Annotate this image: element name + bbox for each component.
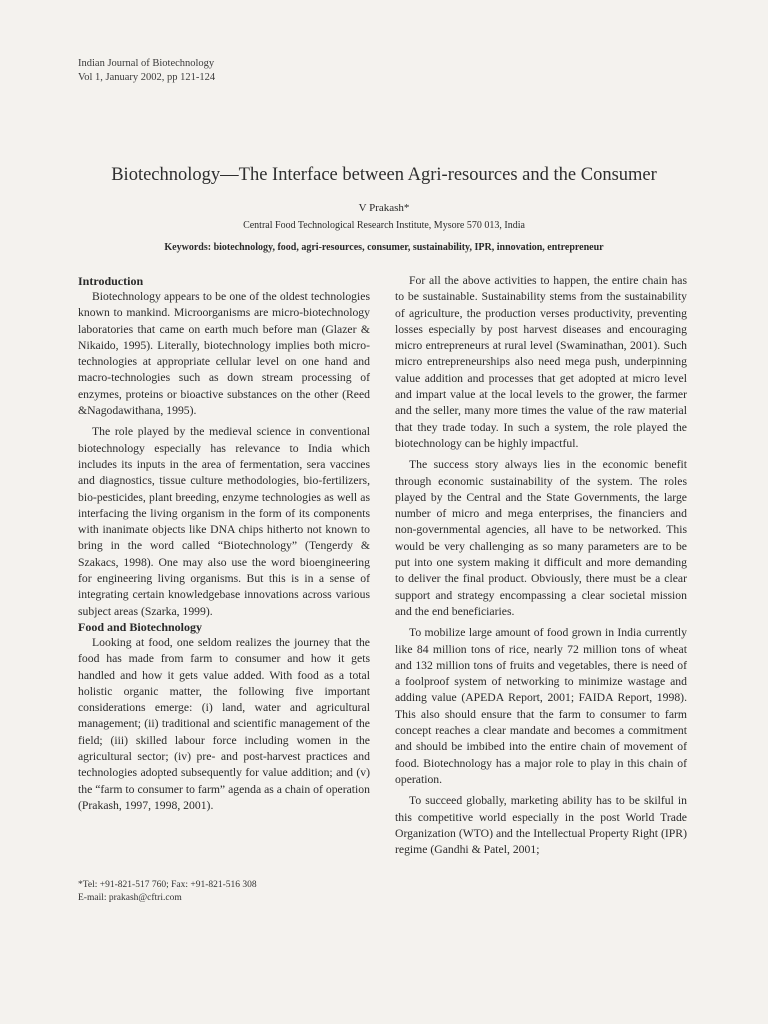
paragraph: Looking at food, one seldom realizes the journey that the food has made from farm to consumer and how it gets handled and how it gets value added. With food as a total holistic organic matter, the following five important considerations emerge: (i) land, water and agricultural management; (ii) traditional and scientific management of the field; (iii) skilled labour force including women in the agricultural sector; (iv) pre- and post-harvest practices and technologies adopted subsequently for value addition; and (v) the “farm to consumer to farm” agenda as a chain of operation (Prakash, 1997, 1998, 2001). [78, 635, 370, 812]
section-heading-food-biotechnology: Food and Biotechnology [78, 619, 203, 634]
journal-name: Indian Journal of Biotechnology [78, 58, 215, 69]
paragraph: To mobilize large amount of food grown in India currently like 84 million tons of rice, nearly 72 million tons of wheat and 132 million tons of fruits and vegetables, there is need of a foolproof system of networking to minimize wastage and adding value (APEDA Report, 2001; FAIDA Report, 1998). This also should ensure that the farm to consumer to farm concept reaches a clear mandate and becomes a commitment and should be imbibed into the entire chain of movement of food. Biotechnology has a major role to play in this chain of operation. [395, 626, 687, 786]
left-column [78, 274, 370, 814]
paragraph: For all the above activities to happen, the entire chain has to be sustainable. Sustainability stems from the sustainability of agriculture, the production verses productivity, preventing losses especially by post harvest diseases and encouraging micro entrepreneurs at rural level (Swaminathan, 2001). Such micro entrepreneurships also need mega push, underpinning value addition and processes that get adopted at micro level and impart value at the local levels to the grower, the farmer and the seller, many more times the value of the raw material that they trade today. In such a system, the role played the biotechnology can be highly impactful. [395, 274, 687, 450]
paragraph: The success story always lies in the economic benefit through economic sustainability of the system. The roles played by the Central and the State Governments, the large number of micro and mega enterprises, the financiers and non-governmental agencies, all have to be networked. This would be very challenging as so many parameters are to be put into one system making it difficult and more demanding to deliver the final product. Obviously, there must be a clear support and strategy encompassing a clear societal mission and the end beneficiaries. [395, 458, 687, 618]
footnote-email: E-mail: prakash@cftri.com [78, 893, 182, 903]
right-column [395, 273, 687, 858]
paragraph: The role played by the medieval science in conventional biotechnology especially has relevance to India which includes its inputs in the area of fermentation, sera vaccines and diagnostics, tissue culture methodologies, bio-fertilizers, bio-pesticides, plant breeding, enzyme technologies as well as interfacing the living organism in the form of its components with inanimate objects like DNA chips hitherto not known to bring in the word called “Biotechnology” (Tengerdy & Szakacs, 1998). One may also use the word bioengineering for engineering living organisms. But this is in a sense of integrating certain knowledgebase innovations across various subject areas (Szarka, 1999). [78, 425, 370, 618]
article-keywords: Keywords: biotechnology, food, agri-resources, consumer, sustainability, IPR, innovation, entrepreneur [164, 242, 604, 253]
footnote [78, 879, 257, 905]
paragraph: To succeed globally, marketing ability has to be skilful in this competitive world especially in the post World Trade Organization (WTO) and the Intellectual Property Right (IPR) regime (Gandhi & Patel, 2001; [395, 794, 687, 857]
article-author: V Prakash* [358, 202, 410, 214]
journal-issue: Vol 1, January 2002, pp 121-124 [78, 72, 216, 83]
section-heading-introduction: Introduction [78, 274, 144, 288]
paragraph: Biotechnology appears to be one of the oldest technologies known to mankind. Microorganisms are micro-biotechnology laboratories that came on earth much before man (Glazer & Nikaido, 1995). Literally, biotechnology implies both micro-technologies at appropriate cellular level on one hand and macro-technologies such as down stream processing of enzymes, proteins or bioactive substances on the other (Reed &Nagodawithana, 1995). [78, 290, 370, 418]
journal-header [78, 57, 215, 85]
footnote-contact: *Tel: +91-821-517 760; Fax: +91-821-516 308 [78, 880, 257, 890]
author-affiliation: Central Food Technological Research Institute, Mysore 570 013, India [243, 220, 525, 231]
article-title: Biotechnology—The Interface between Agri-resources and the Consumer [111, 165, 657, 185]
